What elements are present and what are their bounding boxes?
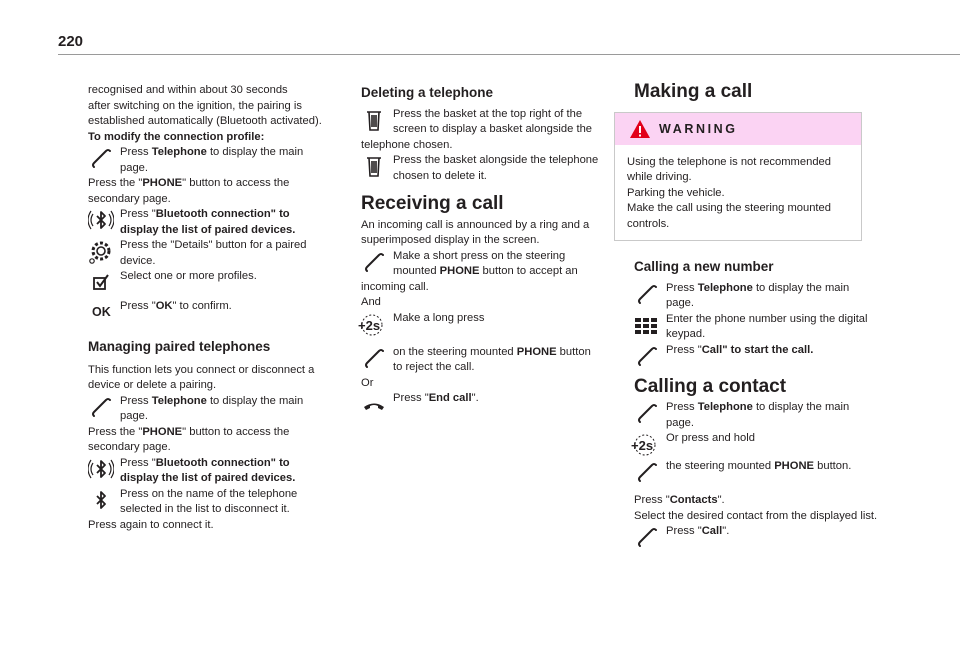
deleting-step-basket: Press the basket at the top right of the screen to display a basket alongside the [361,107,619,138]
settings-gear-icon [88,238,114,266]
phone-handset-icon [361,249,387,277]
phone-handset-icon [634,400,660,428]
ok-icon: OK [92,305,111,319]
column-middle [361,85,619,407]
intro-text: recognised and within about 30 seconds after switching on the ignition, the pairing is established automatically (Bluetooth activated). [88,84,322,127]
page-number: 220 [58,33,84,50]
receiving-incoming: incoming call. [361,280,429,293]
bluetooth-signal-icon [88,207,114,235]
phone-handset-icon [361,345,387,373]
new-number-title: Calling a new number [634,259,774,274]
managing-reconnect: Press again to connect it. [88,518,214,531]
contact-step-phone-button: the steering mounted PHONE button. [634,455,892,487]
trash-basket-icon [361,153,387,181]
phone-handset-icon [88,394,114,422]
receiving-step-accept: Make a short press on the steering mounted PHONE button to accept an [361,249,619,280]
warning-title: WARNING [659,121,738,136]
modify-profile-title: To modify the connection profile: [88,130,265,143]
managing-step-telephone: Press Telephone to display the main page. [88,394,356,425]
bluetooth-icon [88,487,114,515]
step-select-profiles: Select one or more profiles. [88,269,356,299]
receiving-intro: An incoming call is announced by a ring and a superimposed display in the screen. [361,218,590,246]
new-step-call: Press "Call" to start the call. [634,343,892,369]
column-left [88,83,356,533]
managing-step-bluetooth: Press "Bluetooth connection" to display the list of paired devices. [88,456,356,487]
new-step-telephone: Press Telephone to display the main page. [634,281,892,312]
header-divider [58,54,960,55]
phone-handset-icon [634,343,660,371]
step-telephone: Press Telephone to display the main page. [88,145,356,176]
warning-triangle-icon [629,119,651,139]
managing-intro: This function lets you connect or disconnect a device or delete a pairing. [88,363,315,391]
phone-handset-icon [634,459,660,487]
bluetooth-signal-icon [88,456,114,484]
contact-step-select: Select the desired contact from the displayed list. [634,509,878,522]
warning-body: Using the telephone is not recommended while driving. Parking the vehicle. Make the call using the steering mounted controls. [627,155,831,230]
step-phone-button: Press the "PHONE" button to access the secondary page. [88,177,290,205]
checkbox-icon [88,269,114,297]
receiving-or: Or [361,376,374,389]
contact-step-call: Press "Call". [634,524,892,540]
contact-step-telephone: Press Telephone to display the main page. [634,400,892,431]
step-details: Press the "Details" button for a paired device. [88,238,356,269]
step-bluetooth-connection: Press "Bluetooth connection" to display the list of paired devices. [88,207,356,238]
deleting-title: Deleting a telephone [361,85,494,100]
hang-up-icon [361,391,387,419]
receiving-step-long-press: Make a long press [361,311,619,341]
step-ok: OK Press "OK" to confirm. [88,299,356,335]
receiving-step-reject: on the steering mounted PHONE button to reject the call. [361,345,619,376]
contact-step-contacts: Press "Contacts". [634,494,725,506]
managing-step-disconnect: Press on the name of the telephone selected in the list to disconnect it. [88,487,356,518]
keypad-icon [634,312,660,340]
column-right [627,81,892,540]
new-step-keypad: Enter the phone number using the digital keypad. [634,312,892,343]
phone-handset-icon [88,145,114,173]
managing-step-phone: Press the "PHONE" button to access the secondary page. [88,425,290,453]
deleting-step-chosen: telephone chosen. [361,138,453,151]
receiving-and: And [361,296,381,308]
trash-basket-icon [361,107,387,135]
receiving-title: Receiving a call [361,193,504,214]
warning-box [614,112,862,242]
phone-handset-icon [634,524,660,552]
contact-step-hold: Or press and hold [634,431,892,455]
deleting-step-delete: Press the basket alongside the telephone chosen to delete it. [361,153,619,184]
phone-handset-icon [634,281,660,309]
managing-title: Managing paired telephones [88,339,271,354]
press-2s-icon [357,311,387,339]
receiving-step-end-call: Press "End call". [361,391,619,407]
warning-header [615,113,861,145]
making-call-title: Making a call [634,81,753,102]
calling-contact-title: Calling a contact [634,375,787,397]
